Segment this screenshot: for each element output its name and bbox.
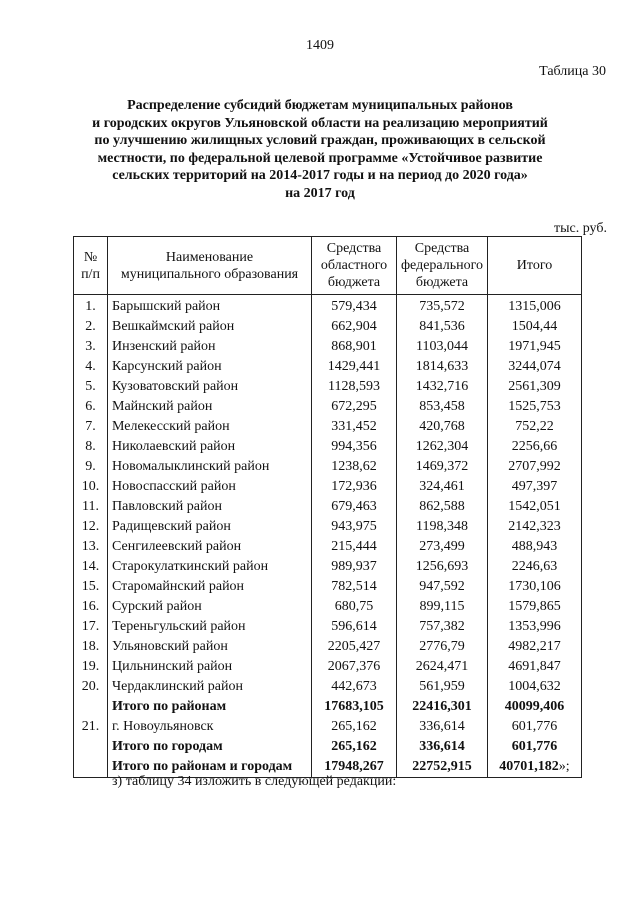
municipality-name: Вешкаймский район (108, 317, 312, 337)
row-number: 16. (74, 597, 108, 617)
total-value: 4982,217 (488, 637, 582, 657)
row-number: 15. (74, 577, 108, 597)
federal-budget-value: 1256,693 (397, 557, 488, 577)
row-number: 20. (74, 677, 108, 697)
federal-budget-value: 735,572 (397, 297, 488, 317)
federal-budget-value: 947,592 (397, 577, 488, 597)
municipality-name: Тереньгульский район (108, 617, 312, 637)
regional-budget-value: 265,162 (312, 737, 397, 757)
total-value: 2246,63 (488, 557, 582, 577)
page-number: 1409 (306, 38, 334, 53)
federal-budget-value: 1262,304 (397, 437, 488, 457)
regional-budget-value: 442,673 (312, 677, 397, 697)
row-number: 3. (74, 337, 108, 357)
municipality-name: Кузоватовский район (108, 377, 312, 397)
regional-budget-value: 868,901 (312, 337, 397, 357)
row-number (74, 757, 108, 778)
municipality-name: Сурский район (108, 597, 312, 617)
total-value: 1315,006 (488, 297, 582, 317)
total-value: 2142,323 (488, 517, 582, 537)
row-number (74, 697, 108, 717)
regional-budget-value: 215,444 (312, 537, 397, 557)
table-row (74, 437, 582, 457)
regional-budget-value: 994,356 (312, 437, 397, 457)
federal-budget-value: 22752,915 (397, 757, 488, 778)
table-row (74, 317, 582, 337)
regional-budget-value: 596,614 (312, 617, 397, 637)
row-number: 17. (74, 617, 108, 637)
table-row (74, 357, 582, 377)
table-row (74, 297, 582, 317)
table-header-row (74, 237, 582, 295)
table-row (74, 417, 582, 437)
municipality-name: Павловский район (108, 497, 312, 517)
table-label: Таблица 30 (539, 64, 606, 79)
total-value: 601,776 (488, 717, 582, 737)
total-value: 40099,406 (488, 697, 582, 717)
title-line: на 2017 год (285, 185, 355, 201)
federal-budget-value: 336,614 (397, 717, 488, 737)
municipality-name: Итого по городам (108, 737, 312, 757)
municipality-name: Чердаклинский район (108, 677, 312, 697)
total-value: 3244,074 (488, 357, 582, 377)
federal-budget-value: 2624,471 (397, 657, 488, 677)
row-number: 19. (74, 657, 108, 677)
municipality-name: Итого по районам и городам (108, 757, 312, 778)
table-row (74, 677, 582, 697)
regional-budget-value: 17683,105 (312, 697, 397, 717)
regional-budget-value: 1238,62 (312, 457, 397, 477)
municipality-name: Ульяновский район (108, 637, 312, 657)
regional-budget-value: 172,936 (312, 477, 397, 497)
regional-budget-value: 331,452 (312, 417, 397, 437)
municipality-name: Новоспасский район (108, 477, 312, 497)
header-number: № п/п (74, 237, 108, 295)
header-regional-budget: Средства областного бюджета (312, 237, 397, 295)
table-row (74, 577, 582, 597)
row-number: 10. (74, 477, 108, 497)
regional-budget-value: 989,937 (312, 557, 397, 577)
regional-budget-value: 679,463 (312, 497, 397, 517)
row-number: 14. (74, 557, 108, 577)
total-value: 1542,051 (488, 497, 582, 517)
row-number: 6. (74, 397, 108, 417)
federal-budget-value: 1432,716 (397, 377, 488, 397)
row-number: 4. (74, 357, 108, 377)
federal-budget-value: 757,382 (397, 617, 488, 637)
federal-budget-value: 273,499 (397, 537, 488, 557)
municipality-name: Старокулаткинский район (108, 557, 312, 577)
header-municipality: Наименование муниципального образования (108, 237, 312, 295)
municipality-name: Старомайнский район (108, 577, 312, 597)
federal-budget-value: 22416,301 (397, 697, 488, 717)
closing-quote-suffix: »; (558, 759, 570, 774)
regional-budget-value: 782,514 (312, 577, 397, 597)
federal-budget-value: 1198,348 (397, 517, 488, 537)
total-value: 4691,847 (488, 657, 582, 677)
subtotal-districts-row (74, 697, 582, 717)
total-value: 1353,996 (488, 617, 582, 637)
table-row (74, 657, 582, 677)
municipality-name: Радищевский район (108, 517, 312, 537)
table-row (74, 537, 582, 557)
row-number: 7. (74, 417, 108, 437)
federal-budget-value: 853,458 (397, 397, 488, 417)
federal-budget-value: 561,959 (397, 677, 488, 697)
total-value: 1971,945 (488, 337, 582, 357)
units-label: тыс. руб. (554, 221, 607, 236)
municipality-name: Барышский район (108, 297, 312, 317)
table-row (74, 717, 582, 737)
header-federal-budget: Средства федерального бюджета (397, 237, 488, 295)
regional-budget-value: 1128,593 (312, 377, 397, 397)
regional-budget-value: 662,904 (312, 317, 397, 337)
total-value: 1579,865 (488, 597, 582, 617)
table-row (74, 457, 582, 477)
table-row (74, 517, 582, 537)
row-number: 12. (74, 517, 108, 537)
total-value: 1504,44 (488, 317, 582, 337)
title-line: по улучшению жилищных условий граждан, проживающих в сельской (94, 133, 546, 148)
federal-budget-value: 1103,044 (397, 337, 488, 357)
table-row (74, 477, 582, 497)
subsidy-table (73, 236, 582, 778)
row-number: 5. (74, 377, 108, 397)
row-number: 8. (74, 437, 108, 457)
municipality-name: Сенгилеевский район (108, 537, 312, 557)
table-row (74, 597, 582, 617)
municipality-name: Новомалыклинский район (108, 457, 312, 477)
municipality-name: Майнский район (108, 397, 312, 417)
federal-budget-value: 899,115 (397, 597, 488, 617)
title-line: местности, по федеральной целевой программе «Устойчивое развитие (97, 150, 543, 166)
total-value (488, 757, 582, 778)
municipality-name: Итого по районам (108, 697, 312, 717)
row-number: 2. (74, 317, 108, 337)
total-value: 1730,106 (488, 577, 582, 597)
federal-budget-value: 841,536 (397, 317, 488, 337)
row-number: 13. (74, 537, 108, 557)
regional-budget-value: 943,975 (312, 517, 397, 537)
municipality-name: Николаевский район (108, 437, 312, 457)
footer-note: з) таблицу 34 изложить в следующей редакции: (112, 774, 397, 789)
header-total: Итого (488, 237, 582, 295)
federal-budget-value: 1469,372 (397, 457, 488, 477)
table-row (74, 397, 582, 417)
total-value: 752,22 (488, 417, 582, 437)
document-title (70, 97, 570, 202)
total-value: 497,397 (488, 477, 582, 497)
title-line: и городских округов Ульяновской области на реализацию мероприятий (92, 115, 548, 131)
federal-budget-value: 862,588 (397, 497, 488, 517)
row-number: 18. (74, 637, 108, 657)
total-value: 2561,309 (488, 377, 582, 397)
total-value: 1004,632 (488, 677, 582, 697)
regional-budget-value: 265,162 (312, 717, 397, 737)
regional-budget-value: 2205,427 (312, 637, 397, 657)
total-value: 2256,66 (488, 437, 582, 457)
table-row (74, 637, 582, 657)
row-number (74, 737, 108, 757)
row-number: 9. (74, 457, 108, 477)
subtotal-cities-row (74, 737, 582, 757)
federal-budget-value: 324,461 (397, 477, 488, 497)
regional-budget-value: 2067,376 (312, 657, 397, 677)
total-value: 2707,992 (488, 457, 582, 477)
table-body (74, 295, 582, 778)
table-row (74, 617, 582, 637)
total-value-text: 40701,182 (499, 759, 559, 774)
total-value: 601,776 (488, 737, 582, 757)
federal-budget-value: 336,614 (397, 737, 488, 757)
regional-budget-value: 17948,267 (312, 757, 397, 778)
municipality-name: г. Новоульяновск (108, 717, 312, 737)
regional-budget-value: 672,295 (312, 397, 397, 417)
table-row (74, 337, 582, 357)
federal-budget-value: 2776,79 (397, 637, 488, 657)
table-row (74, 497, 582, 517)
table-row (74, 377, 582, 397)
row-number: 21. (74, 717, 108, 737)
federal-budget-value: 1814,633 (397, 357, 488, 377)
regional-budget-value: 680,75 (312, 597, 397, 617)
regional-budget-value: 1429,441 (312, 357, 397, 377)
municipality-name: Инзенский район (108, 337, 312, 357)
total-value: 1525,753 (488, 397, 582, 417)
total-value: 488,943 (488, 537, 582, 557)
table-row (74, 557, 582, 577)
municipality-name: Мелекесский район (108, 417, 312, 437)
regional-budget-value: 579,434 (312, 297, 397, 317)
federal-budget-value: 420,768 (397, 417, 488, 437)
row-number: 11. (74, 497, 108, 517)
title-line: Распределение субсидий бюджетам муниципальных районов (127, 98, 513, 113)
title-line: сельских территорий на 2014-2017 годы и на период до 2020 года» (112, 168, 528, 183)
municipality-name: Карсунский район (108, 357, 312, 377)
row-number: 1. (74, 297, 108, 317)
municipality-name: Цильнинский район (108, 657, 312, 677)
